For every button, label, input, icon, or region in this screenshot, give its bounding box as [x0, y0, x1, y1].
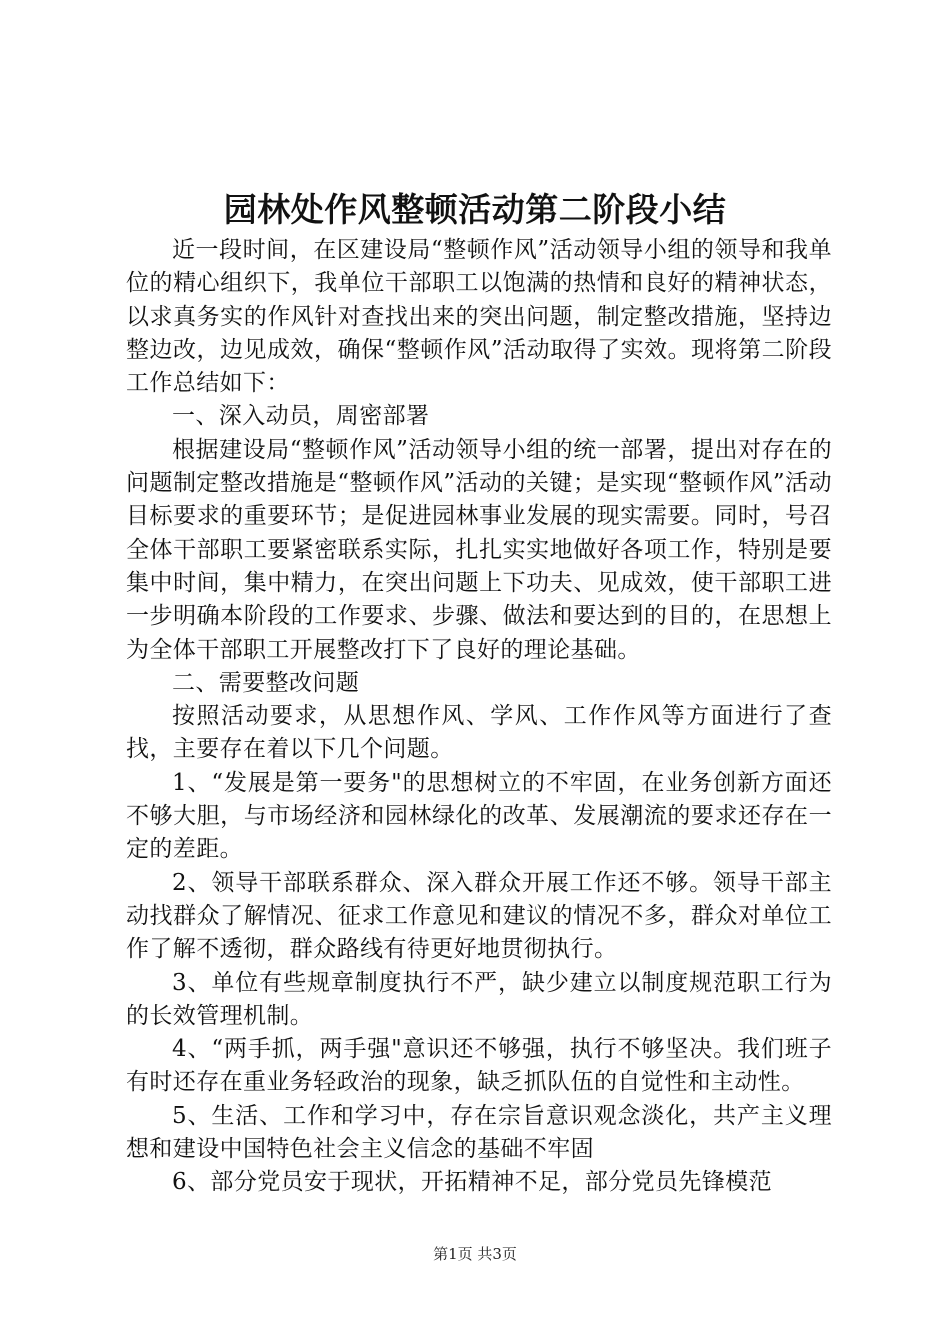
page-footer: 第1页 共3页 [433, 1245, 517, 1263]
problem-item-6: 6、部分党员安于现状，开拓精神不足，部分党员先锋模范 [172, 1169, 773, 1196]
section-heading-1: 一、深入动员，周密部署 [172, 403, 430, 430]
document-title: 园林处作风整顿活动第二阶段小结 [223, 190, 727, 229]
problem-item-3: 3、单位有些规章制度执行不严，缺少建立以制度规范职工行为的长效管理机制。 [126, 969, 832, 1029]
document-body [126, 234, 832, 1200]
paragraph-intro: 近一段时间，在区建设局“整顿作风”活动领导小组的领导和我单位的精心组织下，我单位干部职工以饱满的热情和良好的精神状态，以求真务实的作风针对查找出来的突出问题，制定整改措施，坚持边整边改，边见成效，确保“整顿作风”活动取得了实效。现将第二阶段工作总结如下： [126, 237, 832, 397]
problem-item-5: 5、生活、工作和学习中，存在宗旨意识观念淡化，共产主义理想和建设中国特色社会主义信念的基础不牢固 [126, 1102, 832, 1163]
problem-item-4: 4、“两手抓，两手强"意识还不够强，执行不够坚决。我们班子有时还存在重业务轻政治的现象，缺乏抓队伍的自觉性和主动性。 [126, 1036, 832, 1096]
problem-item-1: 1、“发展是第一要务"的思想树立的不牢固，在业务创新方面还不够大胆，与市场经济和园林绿化的改革、发展潮流的要求还存在一定的差距。 [126, 769, 832, 863]
section-heading-2: 二、需要整改问题 [172, 669, 360, 696]
problem-item-2: 2、领导干部联系群众、深入群众开展工作还不够。领导干部主动找群众了解情况、征求工作意见和建议的情况不多，群众对单位工作了解不透彻，群众路线有待更好地贯彻执行。 [126, 869, 832, 963]
paragraph-deployment: 根据建设局“整顿作风”活动领导小组的统一部署，提出对存在的问题制定整改措施是“整顿作风”活动的关键；是实现“整顿作风”活动目标要求的重要环节；是促进园林事业发展的现实需要。同时，号召全体干部职工要紧密联系实际，扎扎实实地做好各项工作，特别是要集中时间，集中精力，在突出问题上下功夫、见成效，使干部职工进一步明确本阶段的工作要求、步骤、做法和要达到的目的，在思想上为全体干部职工开展整改打下了良好的理论基础。 [126, 436, 832, 663]
paragraph-problems-intro: 按照活动要求，从思想作风、学风、工作作风等方面进行了查找，主要存在着以下几个问题。 [126, 703, 832, 763]
